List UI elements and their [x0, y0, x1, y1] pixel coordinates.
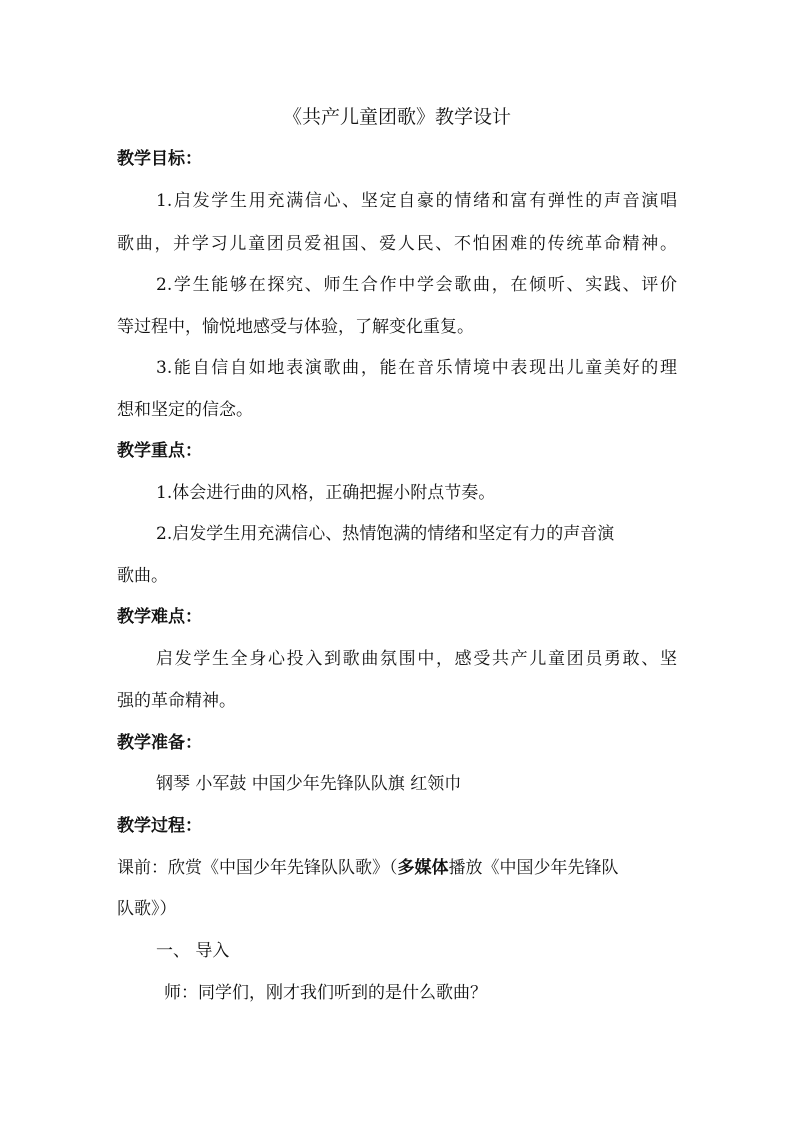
- key-point-item-2-line-2: 歌曲。: [117, 566, 168, 586]
- document-title: 《共产儿童团歌》教学设计: [282, 106, 511, 128]
- process-pre-class-line-2: 队歌》）: [117, 899, 177, 919]
- preparation-heading: 教学准备：: [117, 733, 202, 753]
- pre-class-text-bold: 多媒体: [397, 858, 449, 878]
- key-point-item-1: 1.体会进行曲的风格，正确把握小附点节奏。: [156, 483, 496, 503]
- teacher-question: 师：同学们，刚才我们听到的是什么歌曲？: [164, 983, 487, 1003]
- goal-item-2-line-1: 2.学生能够在探究、师生合作中学会歌曲，在倾听、实践、评价: [156, 275, 677, 295]
- goal-item-2-line-2: 等过程中，愉悦地感受与体验，了解变化重复。: [117, 317, 474, 337]
- key-points-heading: 教学重点：: [117, 441, 202, 461]
- goal-item-3-line-2: 想和坚定的信念。: [117, 400, 253, 420]
- key-point-item-2-line-1: 2.启发学生用充满信心、热情饱满的情绪和坚定有力的声音演: [156, 524, 615, 544]
- pre-class-text-a: 课前：欣赏《中国少年先锋队队歌》（: [117, 858, 398, 878]
- goal-item-1-line-2: 歌曲，并学习儿童团员爱祖国、爱人民、不怕困难的传统革命精神。: [117, 234, 677, 254]
- difficulties-line-1: 启发学生全身心投入到歌曲氛围中，感受共产儿童团员勇敢、坚: [156, 649, 677, 669]
- pre-class-text-b: 播放《中国少年先锋队: [448, 858, 619, 878]
- difficulties-heading: 教学难点：: [117, 607, 202, 627]
- preparation-items: 钢琴 小军鼓 中国少年先锋队队旗 红领巾: [156, 774, 462, 794]
- goals-heading: 教学目标：: [117, 149, 202, 169]
- process-pre-class-line-1: [117, 856, 619, 880]
- process-heading: 教学过程：: [117, 816, 202, 836]
- goal-item-3-line-1: 3.能自信自如地表演歌曲，能在音乐情境中表现出儿童美好的理: [156, 358, 677, 378]
- goal-item-1-line-1: 1.启发学生用充满信心、坚定自豪的情绪和富有弹性的声音演唱: [156, 191, 677, 211]
- section-1-heading: 一、 导入: [156, 941, 230, 961]
- difficulties-line-2: 强的革命精神。: [117, 691, 236, 711]
